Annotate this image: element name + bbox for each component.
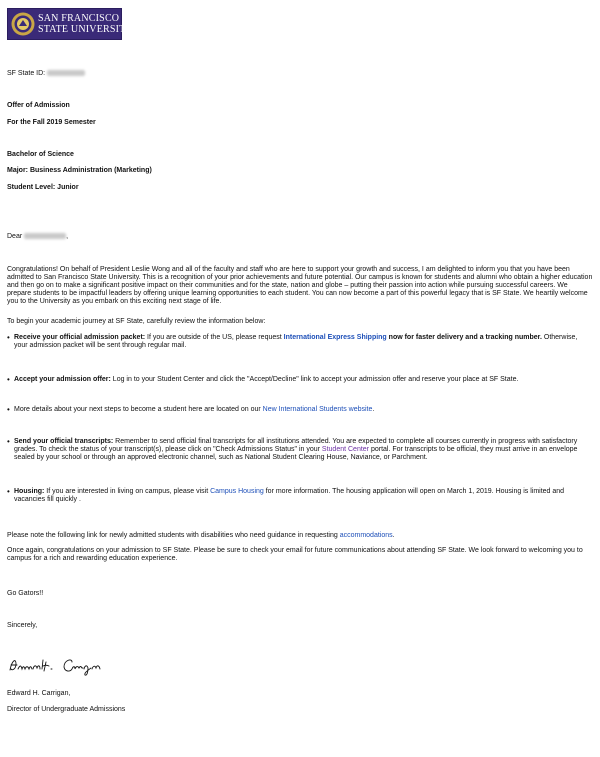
bullet-housing [14,488,592,504]
closing-paragraph: Once again, congratulations on your admission to SF State. Please be sure to check your email for future communications about attending SF State. We look forward to welcoming you to campus for a rich and rewarding education experience. [7,547,583,562]
sincerely: Sincerely, [7,622,38,629]
degree: Bachelor of Science [7,151,74,158]
transcripts-text-a: Remember to send official final transcripts for all institutions attended. You are expected to complete all courses currently in progress with satisfactory grades. To check the status of your transcript(s), please click on "Check Admissions Status" in your [14,438,578,453]
bullet-admission-packet [14,334,592,350]
redacted-id [47,70,85,76]
student-id-label: SF State ID: [7,70,46,77]
transcripts-heading: Send your official transcripts: [14,438,114,445]
accept-heading: Accept your admission offer: [14,376,111,383]
student-center-link[interactable]: Student Center [321,446,370,453]
salutation [7,233,68,241]
transcripts-text-b: portal. For transcripts to be official, they must arrive in an envelope sealed by your school or through an approved electronic channel, such as National Student Clearing House, Naviance, or Parchment. [14,446,578,461]
packet-text-b: now for faster delivery and a tracking number. [386,334,542,341]
bullet-more-details [14,406,592,414]
accept-text: Log in to your Student Center and click the "Accept/Decline" link to accept your admission offer and reserve your place at SF State. [110,376,519,383]
salutation-comma: , [66,233,69,240]
note-text: Please note the following link for newly admitted students with disabilities who need guidance in requesting [7,532,340,539]
campus-housing-link[interactable]: Campus Housing [210,488,264,495]
logo-text [38,13,133,35]
note-end: . [392,532,395,539]
major: Major: Business Administration (Marketing) [7,167,152,174]
university-seal-icon [11,12,35,36]
bullet-transcripts [14,438,592,462]
bullet-accept-offer [14,376,592,384]
accommodations-link[interactable]: accommodations [339,532,393,539]
logo-line2: STATE UNIVERSITY [38,24,133,35]
housing-heading: Housing: [14,488,45,495]
student-id-line [7,70,85,78]
packet-text-a: If you are outside of the US, please request [145,334,284,341]
redacted-name [24,233,69,240]
housing-text-a: If you are interested in living on campus, please visit [44,488,211,495]
signer-name: Edward H. Carrigan, [7,690,71,697]
offer-title: Offer of Admission [7,102,70,109]
university-logo [7,8,133,40]
begin-paragraph: To begin your academic journey at SF State, carefully review the information below: [7,318,266,325]
intl-express-shipping-link[interactable]: International Express Shipping [283,334,387,341]
offer-semester: For the Fall 2019 Semester [7,119,96,126]
signer-title: Director of Undergraduate Admissions [7,706,126,713]
intro-paragraph: Congratulations! On behalf of President Leslie Wong and all of the faculty and staff who are here to support your growth and success, I am delighted to inform you that you have been admitted to San Francisco State University. This is a recognition of your prior achievements and future potential. Our campus is known for students and alumni who obtain a higher education and then go on to make a significant positive impact on their communities and for the state, nation and globe – putting their passion into action while pursuing successful careers. We prepare students to be impactful leaders by offering unique learning opportunities to each student. You can now become a part of this powerful legacy that is SF State. We heartily welcome you to the University as you embark on this exciting next stage of life. [7,266,593,305]
details-end: . [372,406,375,413]
packet-heading: Receive your official admission packet: [14,334,146,341]
new-intl-students-link[interactable]: New International Students website [262,406,373,413]
go-gators: Go Gators!! [7,590,44,597]
details-text: More details about your next steps to become a student here are located on our [14,406,263,413]
accommodations-note [7,532,593,540]
packet-text-c: Otherwise, your admission packet will be sent through regular mail. [14,334,578,349]
logo-line1: SAN FRANCISCO [38,13,120,24]
handwritten-signature [8,654,104,678]
student-level: Student Level: Junior [7,184,79,191]
salutation-word: Dear [7,233,23,240]
housing-text-b: for more information. The housing application will open on March 1, 2019. Housing is limited and vacancies fill quickly . [14,488,565,503]
